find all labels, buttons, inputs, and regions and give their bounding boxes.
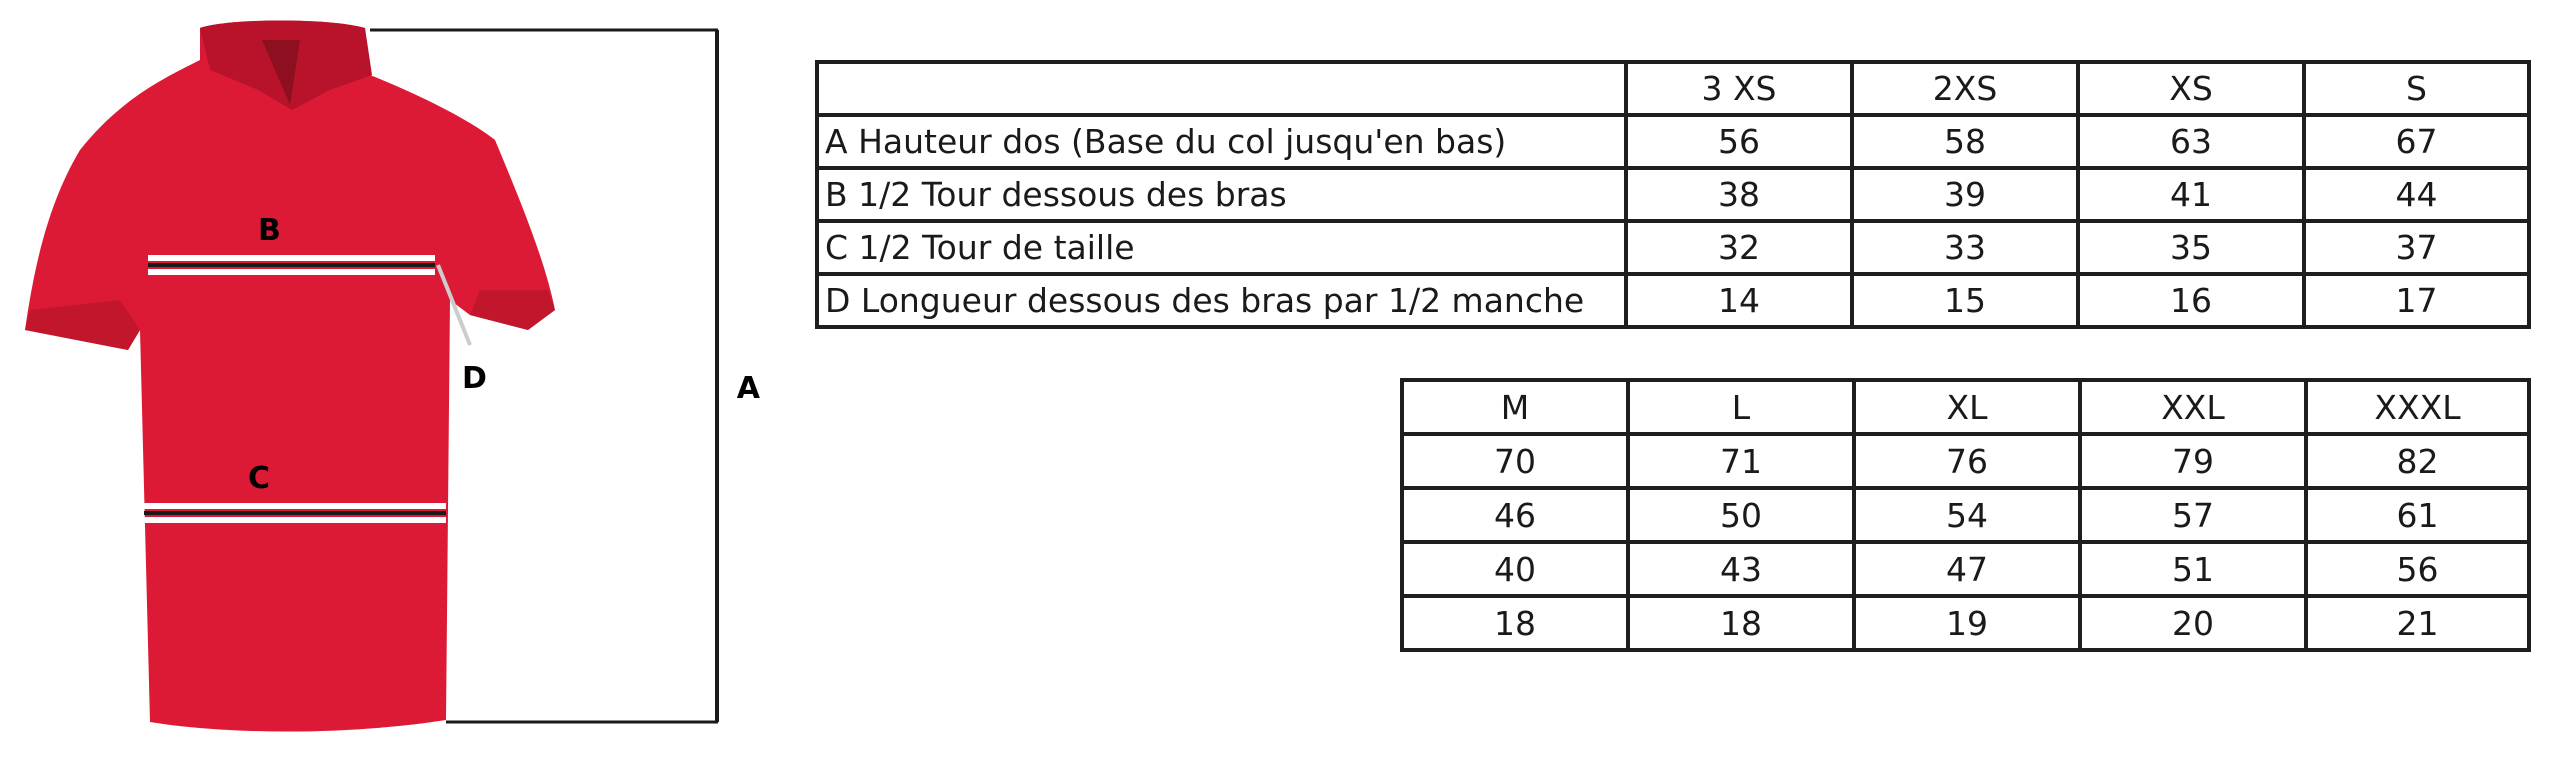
value-cell: 46 bbox=[1402, 488, 1628, 542]
value-cell: 38 bbox=[1626, 168, 1852, 221]
value-cell: 37 bbox=[2304, 221, 2529, 274]
table-header-row bbox=[1402, 380, 2529, 434]
value-cell: 76 bbox=[1854, 434, 2080, 488]
value-cell: 47 bbox=[1854, 542, 2080, 596]
header-cell: S bbox=[2304, 62, 2529, 115]
table-row bbox=[817, 221, 2529, 274]
value-cell: 51 bbox=[2080, 542, 2306, 596]
value-cell: 54 bbox=[1854, 488, 2080, 542]
table-row bbox=[817, 115, 2529, 168]
shirt-sleeve-shadow-right bbox=[470, 290, 555, 330]
value-cell: 17 bbox=[2304, 274, 2529, 327]
header-cell: M bbox=[1402, 380, 1628, 434]
value-cell: 56 bbox=[1626, 115, 1852, 168]
value-cell: 20 bbox=[2080, 596, 2306, 650]
row-label: D Longueur dessous des bras par 1/2 manche bbox=[817, 274, 1626, 327]
value-cell: 79 bbox=[2080, 434, 2306, 488]
table-row bbox=[1402, 488, 2529, 542]
header-cell: XXXL bbox=[2306, 380, 2529, 434]
value-cell: 82 bbox=[2306, 434, 2529, 488]
row-label: A Hauteur dos (Base du col jusqu'en bas) bbox=[817, 115, 1626, 168]
value-cell: 15 bbox=[1852, 274, 2078, 327]
value-cell: 21 bbox=[2306, 596, 2529, 650]
table-row bbox=[1402, 596, 2529, 650]
value-cell: 67 bbox=[2304, 115, 2529, 168]
value-cell: 58 bbox=[1852, 115, 2078, 168]
value-cell: 33 bbox=[1852, 221, 2078, 274]
value-cell: 18 bbox=[1402, 596, 1628, 650]
value-cell: 41 bbox=[2078, 168, 2304, 221]
header-cell: XS bbox=[2078, 62, 2304, 115]
value-cell: 56 bbox=[2306, 542, 2529, 596]
table-row bbox=[817, 274, 2529, 327]
table-header-row bbox=[817, 62, 2529, 115]
row-label: C 1/2 Tour de taille bbox=[817, 221, 1626, 274]
value-cell: 16 bbox=[2078, 274, 2304, 327]
header-cell: XXL bbox=[2080, 380, 2306, 434]
value-cell: 19 bbox=[1854, 596, 2080, 650]
size-table-top bbox=[815, 60, 2531, 329]
label-d: D bbox=[462, 361, 487, 396]
value-cell: 40 bbox=[1402, 542, 1628, 596]
value-cell: 32 bbox=[1626, 221, 1852, 274]
shirt-diagram bbox=[0, 0, 760, 757]
value-cell: 18 bbox=[1628, 596, 1854, 650]
table-row bbox=[817, 168, 2529, 221]
header-cell: L bbox=[1628, 380, 1854, 434]
label-a: A bbox=[736, 371, 760, 406]
label-b: B bbox=[258, 213, 281, 248]
table-row bbox=[1402, 434, 2529, 488]
value-cell: 35 bbox=[2078, 221, 2304, 274]
size-table-bottom bbox=[1400, 378, 2531, 652]
header-cell-blank bbox=[817, 62, 1626, 115]
value-cell: 61 bbox=[2306, 488, 2529, 542]
value-cell: 43 bbox=[1628, 542, 1854, 596]
header-cell: 2XS bbox=[1852, 62, 2078, 115]
value-cell: 50 bbox=[1628, 488, 1854, 542]
value-cell: 14 bbox=[1626, 274, 1852, 327]
value-cell: 44 bbox=[2304, 168, 2529, 221]
value-cell: 71 bbox=[1628, 434, 1854, 488]
value-cell: 39 bbox=[1852, 168, 2078, 221]
table-row bbox=[1402, 542, 2529, 596]
label-c: C bbox=[248, 461, 271, 496]
header-cell: XL bbox=[1854, 380, 2080, 434]
row-label: B 1/2 Tour dessous des bras bbox=[817, 168, 1626, 221]
value-cell: 70 bbox=[1402, 434, 1628, 488]
value-cell: 63 bbox=[2078, 115, 2304, 168]
value-cell: 57 bbox=[2080, 488, 2306, 542]
header-cell: 3 XS bbox=[1626, 62, 1852, 115]
